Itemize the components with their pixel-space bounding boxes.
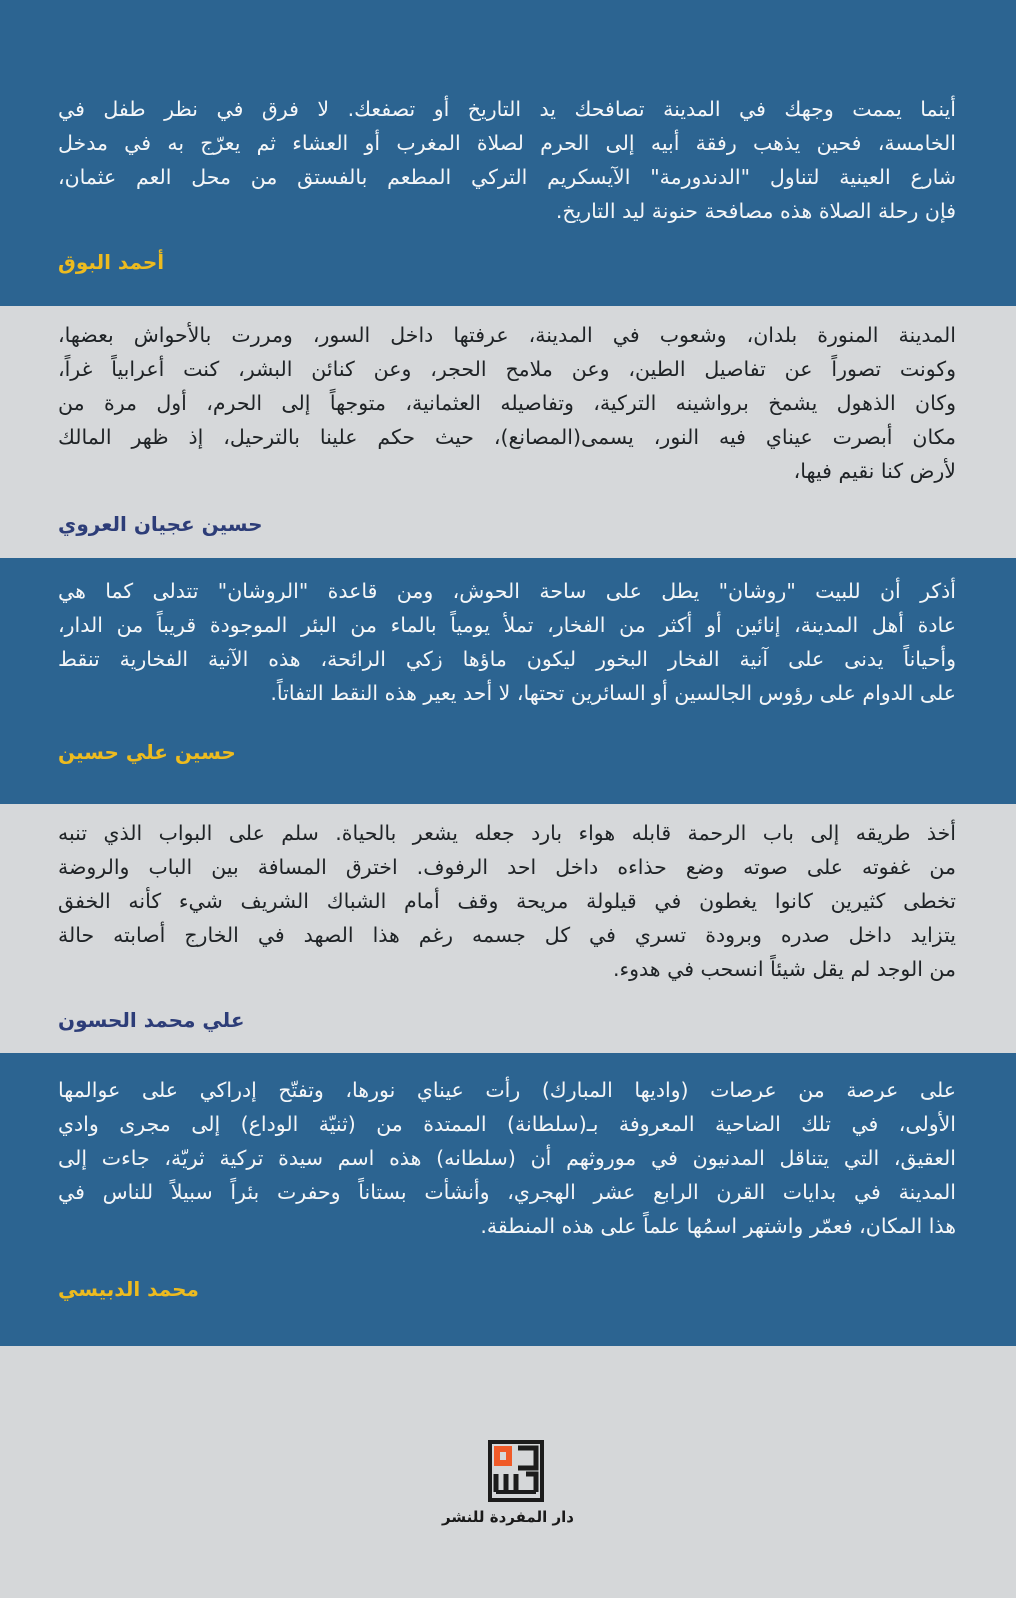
text-line: شارع العينية لتناول "الدندورمة" الآيسكريم التركي المطعم بالفستق من محل العم عثمان، <box>58 165 956 189</box>
text-line: أينما يممت وجهك في المدينة تصافحك يد التاريخ أو تصفعك. لا فرق في نظر طفل في <box>58 97 956 121</box>
excerpt-text <box>58 318 956 488</box>
text-line: المدينة في بدايات القرن الرابع عشر الهجري، وأنشأت بستاناً وحفرت بئراً سبيلاً للناس في <box>58 1180 956 1204</box>
publisher-logo <box>488 1440 544 1502</box>
text-line: مكان أبصرت عيناي فيه النور، يسمى(المصانع)، حيث حكم علينا بالترحيل، إذ ظهر المالك <box>58 425 956 449</box>
text-line: وأحياناً يدنى على آنية الفخار البخور ليكون ماؤها زكي الرائحة، هذه الآنية الفخارية تنقط <box>58 647 956 671</box>
excerpt-5 <box>0 1053 1016 1346</box>
excerpt-author: حسين علي حسين <box>58 740 236 764</box>
text-line: الخامسة، فحين يذهب رفقة أبيه إلى الحرم لصلاة المغرب أو العشاء ثم يعرّج به في مدخل <box>58 131 956 155</box>
text-line: وكان الذهول يشمخ برواشينه التركية، وتفاصيله العثمانية، متوجهاً إلى الحرم، أول مرة من <box>58 391 956 415</box>
excerpt-2 <box>0 306 1016 558</box>
excerpt-text <box>58 1073 956 1243</box>
excerpt-author: حسين عجيان العروي <box>58 512 263 536</box>
text-line: على عرصة من عرصات (واديها المبارك) رأت عيناي نورها، وتفتّح إدراكي على عوالمها <box>58 1078 956 1102</box>
text-line: أخذ طريقه إلى باب الرحمة قابله هواء بارد جعله يشعر بالحياة. سلم على البواب الذي تنبه <box>58 821 956 845</box>
text-line: على الدوام على رؤوس الجالسين أو السائرين تحتها، لا أحد يعير هذه النقط التفاتاً. <box>270 681 956 705</box>
text-line: هذا المكان، فعمّر واشتهر اسمُها علماً على هذه المنطقة. <box>480 1214 956 1238</box>
excerpt-author: علي محمد الحسون <box>58 1008 245 1032</box>
excerpt-1 <box>0 0 1016 306</box>
text-line: من غفوته على صوته وضع حذاءه داخل احد الرفوف. اخترق المسافة بين الباب والروضة <box>58 855 956 879</box>
excerpt-author: محمد الدبيسي <box>58 1277 199 1301</box>
text-line: من الوجد لم يقل شيئاً انسحب في هدوء. <box>612 957 956 981</box>
text-line: عادة أهل المدينة، إنائين أو أكثر من الفخار، تملأ يومياً بالماء من البئر الموجودة قريباً من الدار، <box>58 613 956 637</box>
text-line: وكونت تصوراً عن تفاصيل الطين، وعن ملامح الحجر، وعن كنائن البشر، كنت أعرابياً غراً، <box>58 357 956 381</box>
text-line: يتزايد داخل صدره وبرودة تسري في كل جسمه رغم هذا الصهد في الخارج أصابته حالة <box>58 923 956 947</box>
excerpt-3 <box>0 558 1016 804</box>
publisher-name: دار المفردة للنشر <box>442 1508 574 1526</box>
text-line: العقيق، التي يتناقل المدنيون في موروثهم أن (سلطانه) هذه اسم سيدة تركية ثريّة، جاءت إلى <box>58 1146 956 1170</box>
text-line: الأولى، في تلك الضاحية المعروفة بـ(سلطانة) الممتدة من (ثنيّة الوداع) إلى مجرى وادي <box>58 1112 956 1136</box>
excerpt-author: أحمد البوق <box>58 250 165 274</box>
text-line: المدينة المنورة بلدان، وشعوب في المدينة، عرفتها داخل السور، ومررت بالأحواش بعضها، <box>58 323 956 347</box>
excerpt-text <box>58 92 956 228</box>
text-line: تخطى كثيرين كانوا يغطون في قيلولة مريحة وقف أمام الشباك الشريف شيء كأنه الخفق <box>58 889 956 913</box>
text-line: فإن رحلة الصلاة هذه مصافحة حنونة ليد التاريخ. <box>555 199 956 223</box>
excerpt-4 <box>0 804 1016 1053</box>
excerpt-text <box>58 574 956 710</box>
text-line: لأرض كنا نقيم فيها، <box>793 459 956 483</box>
text-line: أذكر أن للبيت "روشان" يطل على ساحة الحوش، ومن قاعدة "الروشان" تتدلى كما هي <box>58 579 956 603</box>
excerpt-text <box>58 816 956 986</box>
